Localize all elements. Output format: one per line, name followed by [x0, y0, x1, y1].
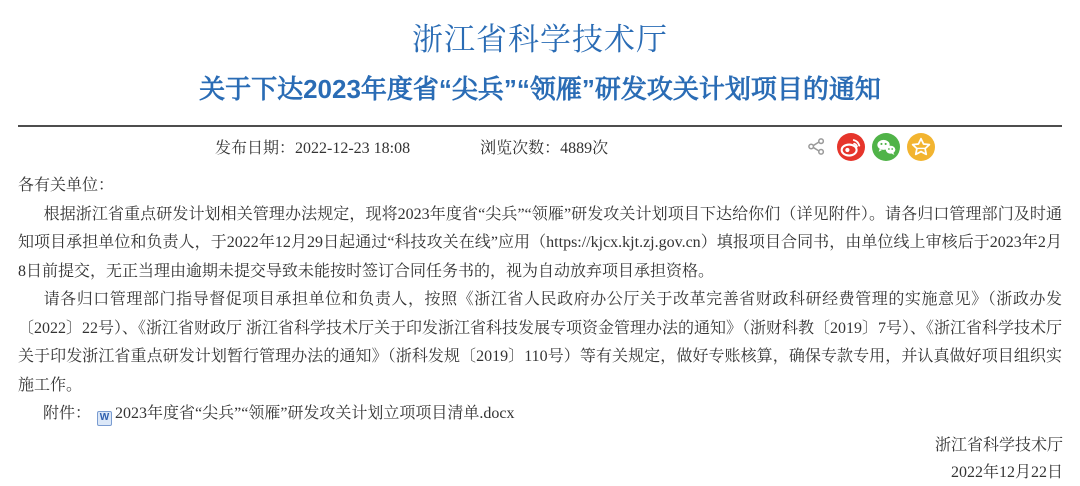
paragraph-2: 请各归口管理部门指导督促项目承担单位和负责人，按照《浙江省人民政府办公厅关于改革完善省财政科研经费管理的实施意见》（浙政办发〔2022〕22号）、《浙江省财政厅 浙江省科学技术厅关于印发浙江省科技发展专项资金管理办法的通知》（浙财科教〔2019〕7号）、《浙江省科学技术厅关于印发浙江省重点研发计划暂行管理办法的通知》（浙科发规〔2019〕110号）等有关规定，做好专账核算，确保专款专用，并认真做好项目组织实施工作。 [18, 291, 1063, 394]
notice-page [0, 21, 1080, 481]
view-count-label: 浏览次数： [480, 140, 561, 157]
view-count [480, 135, 608, 158]
doc-title: 关于下达2023年度省“尖兵”“领雁”研发攻关计划项目的通知 [199, 74, 881, 104]
meta-bar [0, 127, 1080, 166]
notice-body [0, 172, 1080, 429]
share-buttons [807, 133, 935, 161]
signature-org: 浙江省科学技术厅 [934, 436, 1063, 454]
share-nodes-icon[interactable] [807, 137, 826, 156]
paragraph-1: 根据浙江省重点研发计划相关管理办法规定，现将2023年度省“尖兵”“领雁”研发攻关计划项目下达给你们（详见附件）。请各归口管理部门及时通知项目承担单位和负责人，于2022年12月29日起通过“科技攻关在线”应用（https://kjcx.kjt.zj.gov.cn）填报项目合同书，由单位线上审核后于2023年2月8日前提交，无正当理由逾期未提交导致未能按时签订合同任务书的，视为自动放弃项目承担资格。 [18, 205, 1062, 280]
publish-date [215, 135, 410, 158]
publish-date-value: 2022-12-23 18:08 [295, 140, 411, 157]
org-title: 浙江省科学技术厅 [412, 22, 668, 57]
word-doc-icon: W [97, 411, 112, 426]
qzone-icon[interactable] [907, 133, 935, 161]
weibo-icon[interactable] [837, 133, 865, 161]
attachment-link[interactable]: 2023年度省“尖兵”“领雁”研发攻关计划立项项目清单.docx [115, 405, 515, 422]
wechat-icon[interactable] [872, 133, 900, 161]
view-count-value: 4889次 [560, 140, 609, 157]
salutation: 各有关单位： [18, 177, 115, 194]
attachment-row [18, 400, 1062, 429]
signature-date: 2022年12月22日 [950, 463, 1063, 481]
signature-block [0, 432, 1080, 486]
publish-date-label: 发布日期： [215, 140, 296, 157]
attachment-label: 附件： [43, 405, 92, 422]
